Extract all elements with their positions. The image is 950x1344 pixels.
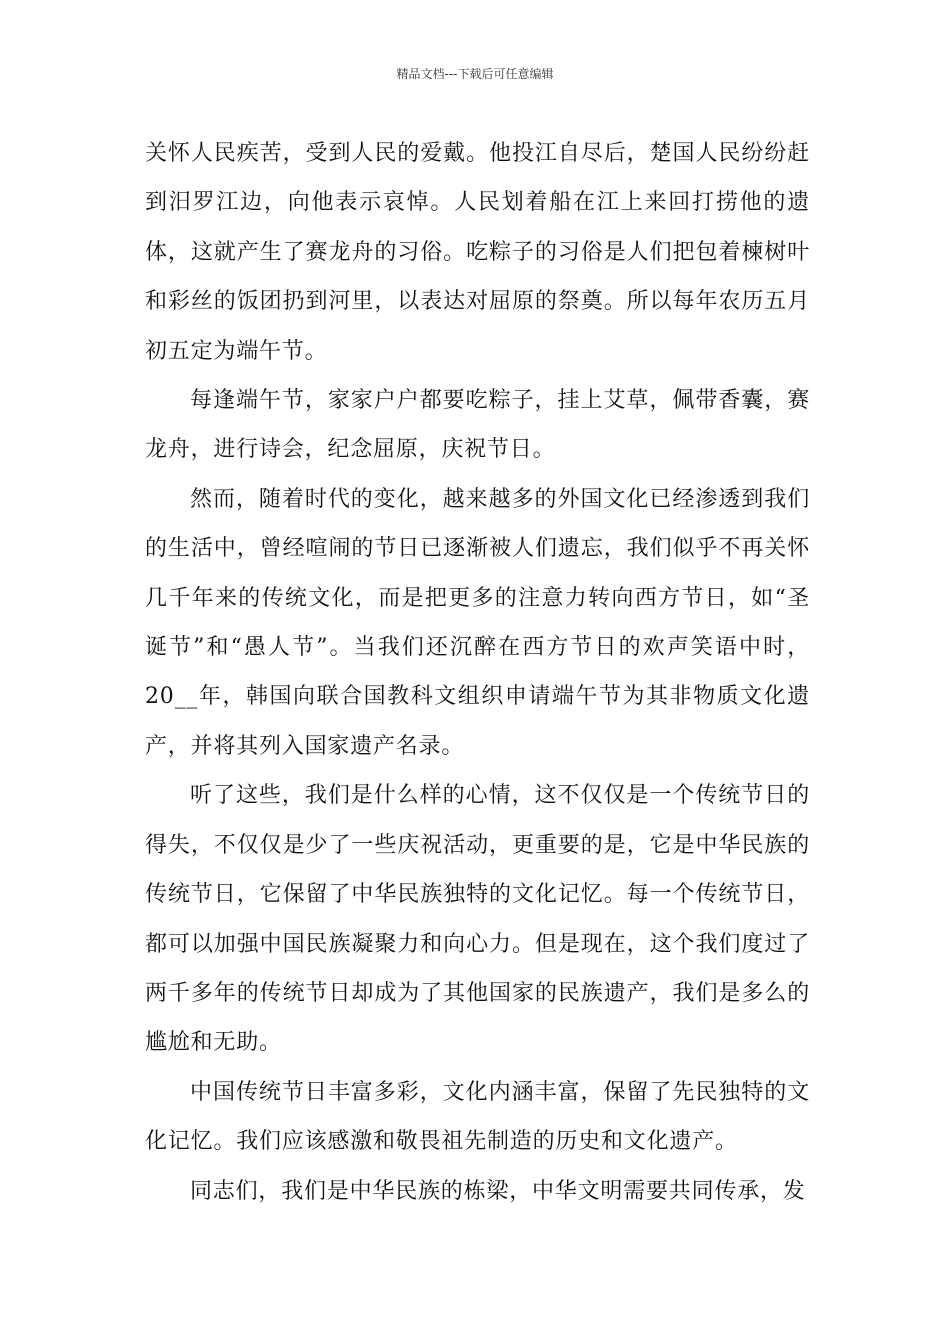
paragraph: 听了这些，我们是什么样的心情，这不仅仅是一个传统节日的得失，不仅仅是少了一些庆祝活动，更重要的是，它是中华民族的传统节日，它保留了中华民族独特的文化记忆。每一个传统节日，都可以加强中国民族凝聚力和向心力。但是现在，这个我们度过了两千多年的传统节日却成为了其他国家的民族遗产，我们是多么的尴尬和无助。 [145, 783, 810, 1056]
page-header: 精品文档---下载后可任意编辑 [396, 67, 554, 81]
document-body [145, 129, 810, 1216]
paragraph: 中国传统节日丰富多彩，文化内涵丰富，保留了先民独特的文化记忆。我们应该感激和敬畏祖先制造的历史和文化遗产。 [145, 1079, 810, 1155]
paragraph-continued: 关怀人民疾苦，受到人民的爱戴。他投江自尽后，楚国人民纷纷赶到汨罗江边，向他表示哀悼。人民划着船在江上来回打捞他的遗体，这就产生了赛龙舟的习俗。吃粽子的习俗是人们把包着楝树叶和彩丝的饭团扔到河里，以表达对屈原的祭奠。所以每年农历五月初五定为端午节。 [145, 141, 810, 364]
paragraph: 同志们，我们是中华民族的栋梁，中华文明需要共同传承，发 [190, 1178, 806, 1204]
paragraph: 每逢端午节，家家户户都要吃粽子，挂上艾草，佩带香囊，赛龙舟，进行诗会，纪念屈原，庆祝节日。 [145, 388, 810, 463]
paragraph: 然而，随着时代的变化，越来越多的外国文化已经渗透到我们的生活中，曾经喧闹的节日已逐渐被人们遗忘，我们似乎不再关怀几千年来的传统文化，而是把更多的注意力转向西方节日，如“圣诞节”和“愚人节”。当我们还沉醉在西方节日的欢声笑语中时，20__年，韩国向联合国教科文组织申请端午节为其非物质文化遗产，并将其列入国家遗产名录。 [145, 486, 810, 759]
